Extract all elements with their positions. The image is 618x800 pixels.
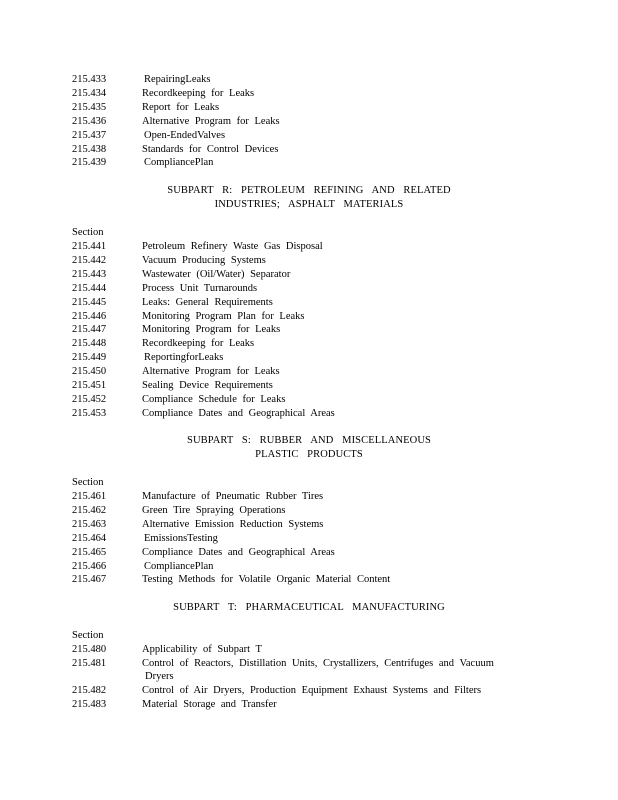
section-number: 215.447 bbox=[72, 324, 107, 336]
subpart-heading: SUBPART R: PETROLEUM REFINING AND RELATED bbox=[167, 185, 451, 196]
section-title: Control of Reactors, Distillation Units, Crystallizers, Centrifuges and Vacuum bbox=[142, 657, 494, 669]
section-title: Leaks: General Requirements bbox=[142, 296, 273, 308]
section-title-continuation: Dryers bbox=[145, 670, 174, 682]
section-number: 215.439 bbox=[72, 157, 107, 169]
section-number: 215.433 bbox=[72, 74, 107, 85]
section-number: 215.434 bbox=[72, 87, 107, 99]
section-number: 215.483 bbox=[72, 699, 107, 711]
section-number: 215.463 bbox=[72, 518, 107, 530]
section-title: RepairingLeaks bbox=[144, 74, 211, 85]
section-title: Standards for Control Devices bbox=[142, 143, 279, 155]
toc-entry bbox=[72, 254, 542, 267]
toc-entry bbox=[72, 240, 542, 253]
toc-entry bbox=[72, 643, 542, 656]
section-title: Petroleum Refinery Waste Gas Disposal bbox=[142, 241, 323, 252]
section-title: Alternative Program for Leaks bbox=[142, 366, 280, 378]
section-number: 215.450 bbox=[72, 366, 107, 378]
toc-entry bbox=[72, 351, 542, 364]
section-title: Compliance Dates and Geographical Areas bbox=[142, 546, 335, 558]
toc-entry bbox=[72, 657, 542, 670]
toc-entry bbox=[72, 379, 542, 392]
toc-entry bbox=[72, 87, 542, 100]
toc-entry bbox=[72, 698, 542, 711]
section-number: 215.480 bbox=[72, 644, 107, 655]
section-title: CompliancePlan bbox=[144, 157, 214, 169]
section-title: Applicability of Subpart T bbox=[142, 644, 262, 655]
section-number: 215.441 bbox=[72, 241, 107, 252]
section-column-label: Section bbox=[72, 477, 104, 488]
toc-entry bbox=[72, 282, 542, 295]
toc-entry bbox=[72, 310, 542, 323]
toc-entry bbox=[72, 560, 542, 573]
section-number: 215.438 bbox=[72, 143, 107, 155]
section-title: Wastewater (Oil/Water) Separator bbox=[142, 268, 291, 280]
section-number: 215.453 bbox=[72, 407, 107, 419]
toc-entry bbox=[72, 532, 542, 545]
section-title: Control of Air Dryers, Production Equipment Exhaust Systems and Filters bbox=[142, 685, 482, 697]
toc-entry bbox=[72, 115, 542, 128]
subpart-heading: PLASTIC PRODUCTS bbox=[255, 449, 363, 460]
subpart-heading: SUBPART T: PHARMACEUTICAL MANUFACTURING bbox=[173, 602, 445, 613]
section-title: Vacuum Producing Systems bbox=[142, 254, 266, 266]
toc-entry bbox=[72, 323, 542, 336]
section-title: Alternative Program for Leaks bbox=[142, 115, 280, 127]
section-number: 215.444 bbox=[72, 282, 107, 294]
section-column-label: Section bbox=[72, 227, 104, 238]
section-number: 215.452 bbox=[72, 393, 107, 405]
section-title: Compliance Schedule for Leaks bbox=[142, 393, 286, 405]
toc-entry bbox=[72, 407, 542, 420]
toc-entry bbox=[72, 101, 542, 114]
section-title: Alternative Emission Reduction Systems bbox=[142, 518, 324, 530]
section-title: Green Tire Spraying Operations bbox=[142, 504, 286, 516]
section-number: 215.482 bbox=[72, 685, 107, 697]
section-number: 215.436 bbox=[72, 115, 107, 127]
toc-entry bbox=[72, 268, 542, 281]
section-number: 215.437 bbox=[72, 129, 107, 141]
section-title: Recordkeeping for Leaks bbox=[142, 87, 255, 99]
toc-entry bbox=[72, 156, 542, 169]
section-title: Open-EndedValves bbox=[144, 129, 226, 141]
subpart-heading: INDUSTRIES; ASPHALT MATERIALS bbox=[214, 199, 404, 210]
section-number: 215.462 bbox=[72, 504, 107, 516]
toc-entry bbox=[72, 546, 542, 559]
toc-entry bbox=[72, 296, 542, 309]
toc-entry bbox=[72, 129, 542, 142]
section-title: Sealing Device Requirements bbox=[142, 380, 273, 391]
section-title: Material Storage and Transfer bbox=[142, 699, 277, 711]
toc-entry bbox=[72, 518, 542, 531]
toc-entry bbox=[72, 490, 542, 503]
section-number: 215.446 bbox=[72, 310, 107, 322]
toc-entry bbox=[72, 143, 542, 156]
section-number: 215.443 bbox=[72, 268, 107, 280]
section-title: Manufacture of Pneumatic Rubber Tires bbox=[142, 491, 324, 502]
toc-entry bbox=[72, 504, 542, 517]
section-number: 215.467 bbox=[72, 574, 107, 586]
toc-entry bbox=[72, 573, 542, 586]
section-title: Process Unit Turnarounds bbox=[142, 282, 258, 294]
toc-entry bbox=[72, 73, 542, 86]
section-number: 215.435 bbox=[72, 101, 107, 113]
subpart-heading: SUBPART S: RUBBER AND MISCELLANEOUS bbox=[187, 435, 431, 446]
section-number: 215.451 bbox=[72, 380, 107, 391]
toc-entry bbox=[72, 393, 542, 406]
toc-entry bbox=[72, 365, 542, 378]
section-number: 215.465 bbox=[72, 546, 107, 558]
section-title: Compliance Dates and Geographical Areas bbox=[142, 407, 335, 419]
section-title: Report for Leaks bbox=[142, 101, 220, 113]
section-number: 215.449 bbox=[72, 352, 107, 364]
section-number: 215.442 bbox=[72, 254, 107, 266]
section-title: ReportingforLeaks bbox=[144, 352, 224, 364]
section-number: 215.461 bbox=[72, 491, 107, 502]
section-number: 215.464 bbox=[72, 532, 107, 544]
section-title: CompliancePlan bbox=[144, 560, 214, 572]
section-number: 215.481 bbox=[72, 657, 107, 669]
section-column-label: Section bbox=[72, 630, 104, 641]
section-number: 215.445 bbox=[72, 296, 107, 308]
section-number: 215.448 bbox=[72, 338, 107, 350]
section-title: Recordkeeping for Leaks bbox=[142, 338, 255, 350]
section-number: 215.466 bbox=[72, 560, 107, 572]
toc-entry bbox=[72, 337, 542, 350]
section-title: Testing Methods for Volatile Organic Material Content bbox=[142, 574, 391, 586]
toc-entry bbox=[72, 684, 542, 697]
section-title: EmissionsTesting bbox=[144, 532, 218, 544]
section-title: Monitoring Program for Leaks bbox=[142, 324, 281, 336]
section-title: Monitoring Program Plan for Leaks bbox=[142, 310, 305, 322]
